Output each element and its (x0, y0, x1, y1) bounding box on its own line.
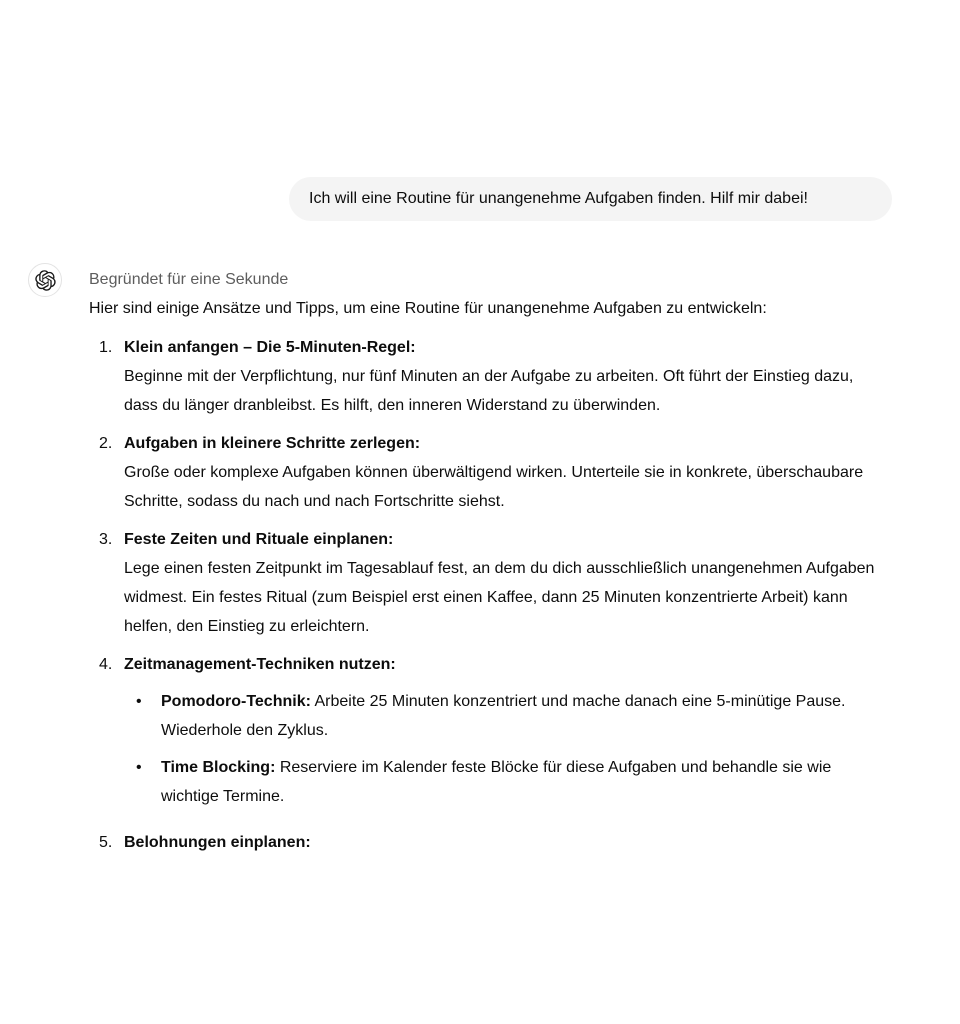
list-item-body: Große oder komplexe Aufgaben können überwältigend wirken. Unterteile sie in konkrete, überschaubare Schritte, sodass du nach und nach Fortschritte siehst. (124, 464, 864, 510)
bullet-item-pomodoro (124, 687, 884, 745)
list-number: 4. (99, 656, 113, 673)
list-item-3 (99, 525, 884, 641)
list-number: 3. (99, 531, 113, 548)
list-item-title: Klein anfangen – Die 5-Minuten-Regel: (124, 339, 416, 356)
list-item-2 (99, 429, 884, 516)
bullet-item-time-blocking (124, 753, 884, 811)
assistant-avatar (28, 263, 62, 297)
list-item-body: Beginne mit der Verpflichtung, nur fünf Minuten an der Aufgabe zu arbeiten. Oft führt der Einstieg dazu, dass du länger dranbleibst. Es hilft, den inneren Widerstand zu überwinden. (124, 368, 854, 414)
list-item-title: Zeitmanagement-Techniken nutzen: (124, 656, 396, 673)
list-item-4 (99, 650, 884, 819)
list-item-title: Belohnungen einplanen: (124, 834, 311, 851)
bullet-label: Time Blocking: (161, 759, 276, 776)
list-item-title: Feste Zeiten und Rituale einplanen: (124, 531, 394, 548)
numbered-list (89, 333, 884, 857)
assistant-intro-text: Hier sind einige Ansätze und Tipps, um eine Routine für unangenehme Aufgaben zu entwickeln: (89, 300, 767, 317)
user-message-bubble: Ich will eine Routine für unangenehme Aufgaben finden. Hilf mir dabei! (289, 177, 892, 221)
bullet-icon: • (136, 759, 142, 776)
bullet-text (161, 687, 884, 745)
bullet-label: Pomodoro-Technik: (161, 693, 311, 710)
list-number: 1. (99, 339, 113, 356)
bullet-body: Arbeite 25 Minuten konzentriert und mache danach eine 5-minütige Pause. Wiederhole den Zyklus. (161, 693, 846, 739)
reasoned-for-seconds-toggle[interactable]: Begründet für eine Sekunde (89, 271, 289, 288)
list-number: 5. (99, 834, 113, 851)
list-item-title: Aufgaben in kleinere Schritte zerlegen: (124, 435, 421, 452)
bullet-icon: • (136, 693, 142, 710)
list-item-body: Lege einen festen Zeitpunkt im Tagesablauf fest, an dem du dich ausschließlich unangenehmen Aufgaben widmest. Ein festes Ritual (zum Beispiel erst einen Kaffee, dann 25 Minuten konzentrierte Arbeit) kann helfen, den Einstieg zu erleichtern. (124, 560, 875, 635)
openai-logo-icon (35, 270, 56, 291)
list-number: 2. (99, 435, 113, 452)
assistant-message-content (89, 263, 884, 866)
bullet-text (161, 753, 884, 811)
list-item-5 (99, 828, 884, 857)
list-item-1 (99, 333, 884, 420)
user-message-row (0, 0, 960, 221)
assistant-message-row (0, 263, 960, 866)
bullet-body: Reserviere im Kalender feste Blöcke für diese Aufgaben und behandle sie wie wichtige Termine. (161, 759, 832, 805)
